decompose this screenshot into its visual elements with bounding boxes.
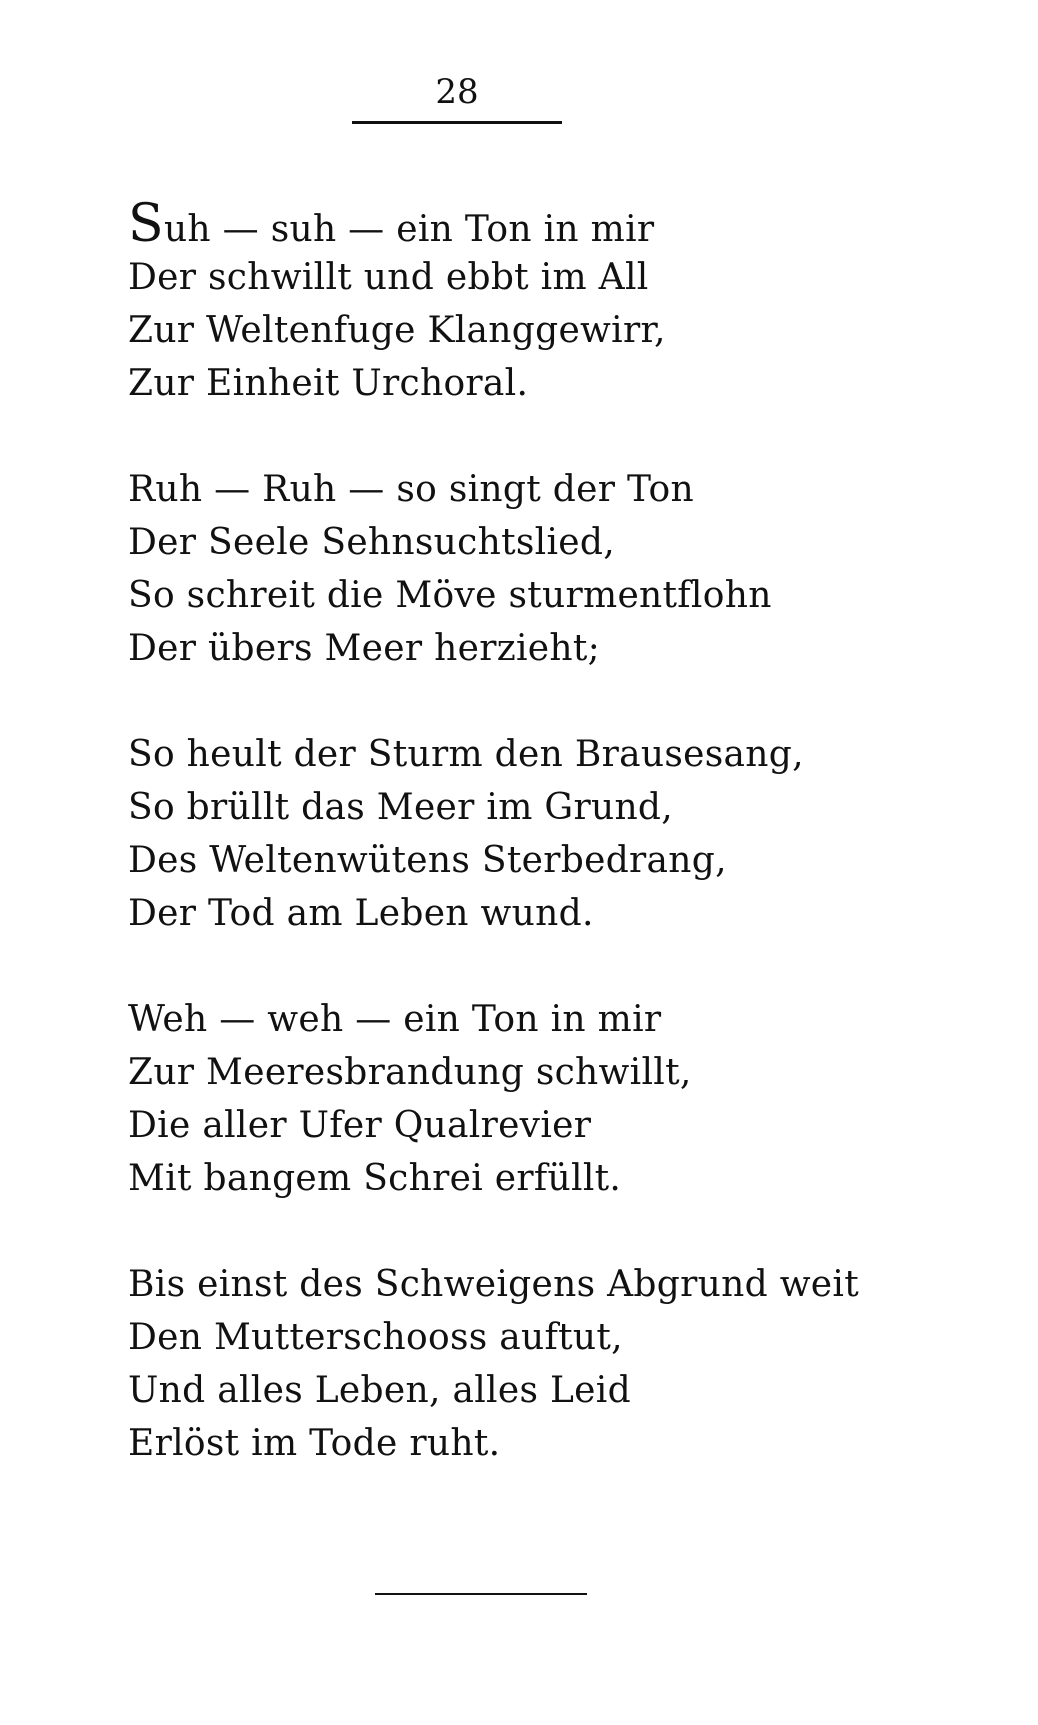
stanza-2 xyxy=(128,463,1008,675)
poem-line: Den Mutterschooss auftut, xyxy=(128,1317,623,1358)
poem-line: Erlöst im Tode ruht. xyxy=(128,1423,501,1464)
header-rule xyxy=(352,121,562,124)
page-number: 28 xyxy=(435,72,479,112)
line-text: uh — suh — ein Ton in mir xyxy=(163,209,655,250)
poem-line xyxy=(128,194,1008,254)
poem-line: Der Tod am Leben wund. xyxy=(128,893,594,934)
poem xyxy=(128,194,1008,1470)
poem-line: Des Weltenwütens Sterbedrang, xyxy=(128,840,727,881)
poem-line: Bis einst des Schweigens Abgrund weit xyxy=(128,1264,859,1305)
stanza-1 xyxy=(128,194,1008,410)
poem-line: Zur Weltenfuge Klanggewirr, xyxy=(128,310,666,351)
poem-line: Der Seele Sehnsuchtslied, xyxy=(128,522,615,563)
drop-initial: S xyxy=(128,194,164,254)
poem-line: So schreit die Möve sturmentflohn xyxy=(128,575,772,616)
poem-line: Und alles Leben, alles Leid xyxy=(128,1370,631,1411)
poem-line: So brüllt das Meer im Grund, xyxy=(128,787,674,828)
poem-line: Weh — weh — ein Ton in mir xyxy=(128,999,662,1040)
footer-rule xyxy=(375,1593,587,1595)
poem-line: Die aller Ufer Qualrevier xyxy=(128,1105,592,1146)
stanza-4 xyxy=(128,993,1008,1205)
poem-line: Der übers Meer herzieht; xyxy=(128,628,601,669)
poem-line: Mit bangem Schrei erfüllt. xyxy=(128,1158,622,1199)
poem-line: Zur Meeresbrandung schwillt, xyxy=(128,1052,692,1093)
poem-line: Zur Einheit Urchoral. xyxy=(128,363,529,404)
stanza-3 xyxy=(128,728,1008,940)
poem-line: So heult der Sturm den Brausesang, xyxy=(128,734,804,775)
stanza-5 xyxy=(128,1258,1008,1470)
poem-line: Ruh — Ruh — so singt der Ton xyxy=(128,469,694,510)
poem-line: Der schwillt und ebbt im All xyxy=(128,257,649,298)
